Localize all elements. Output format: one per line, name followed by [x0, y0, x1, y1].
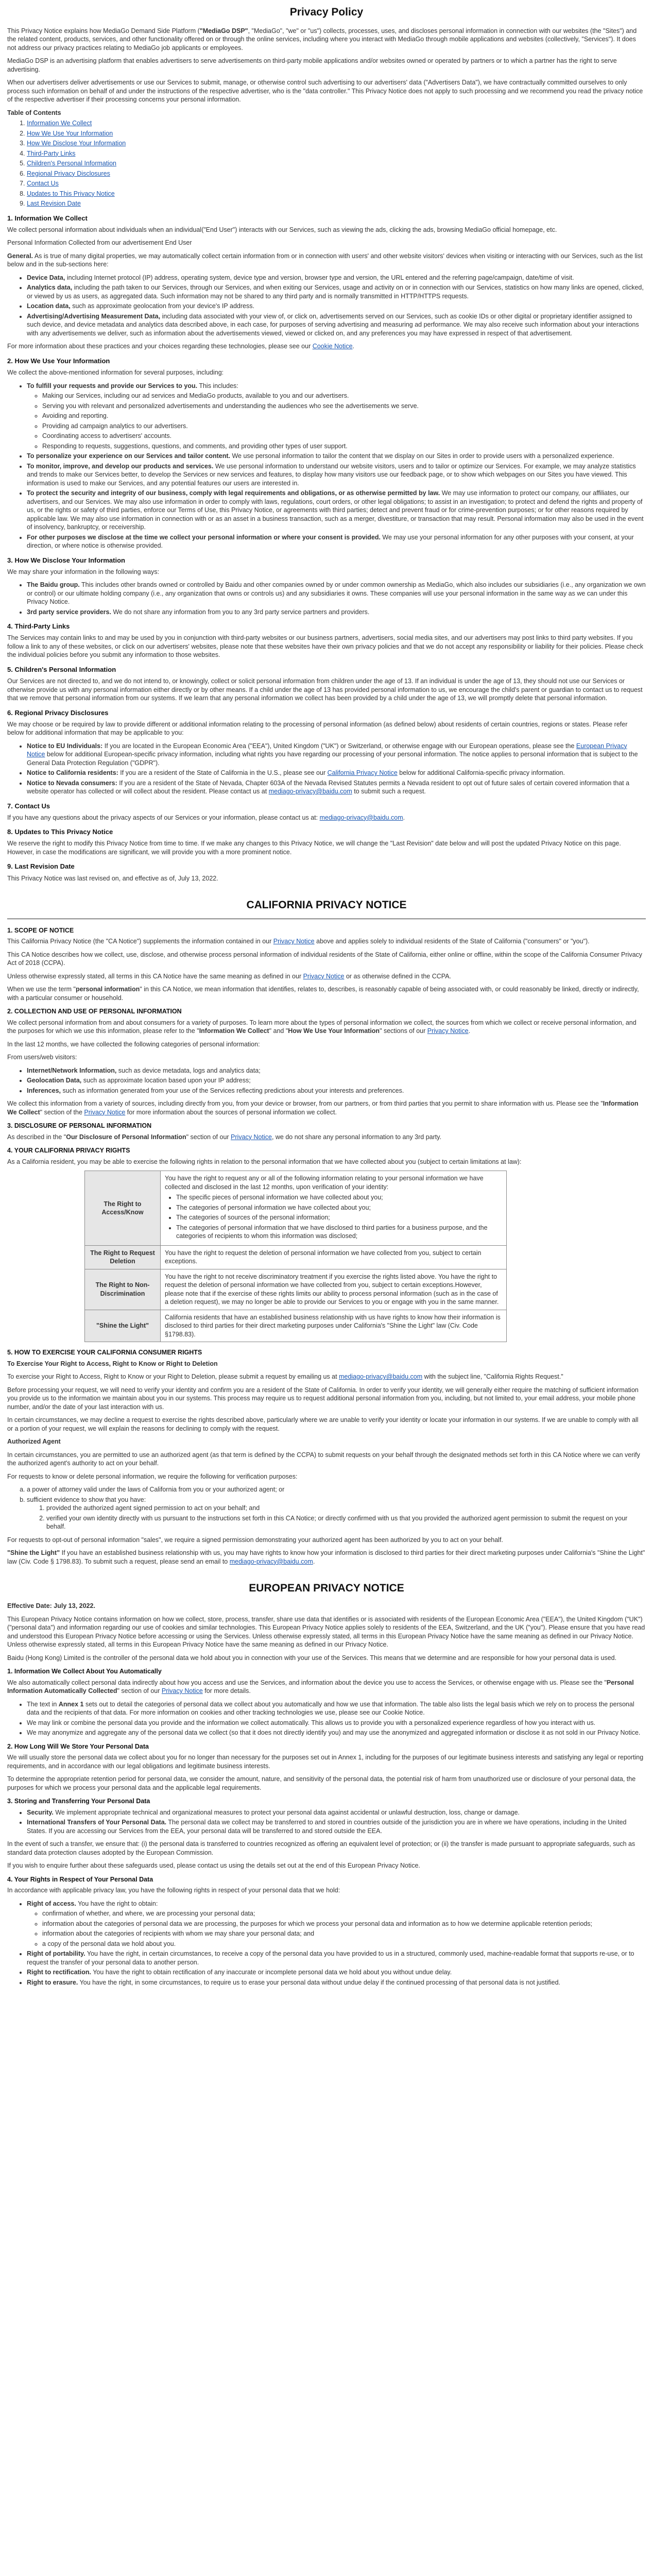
- list-item: • Internet/Network Information, such as device metadata, logs and analytics data;: [27, 1066, 646, 1075]
- ca-heading-3: 3. DISCLOSURE OF PERSONAL INFORMATION: [7, 1122, 152, 1130]
- list-item: • Notice to EU Individuals: If you are located in the European Economic Area ("EEA"), United Kingdom ("UK") or Switzerland, or otherwise engage with our European operations, please see the European Privacy Notice below for additional European-specific privacy information, including what rights you have regarding our processing of your personal information. The notice applies to personal information that is subject to the General Data Protection Regulation ("GDPR").: [27, 742, 646, 768]
- ca-exercise-paragraph-3: In certain circumstances, we may decline a request to exercise the rights described above, particularly where we are unable to verify your identity or locate your information in our systems. If we are unable to comply with all or a portion of your request, we will explain the reasons for declining to comply with the request.: [7, 1416, 639, 1432]
- privacy-email-link[interactable]: mediago-privacy@baidu.com: [339, 1373, 423, 1381]
- list-item: • The categories of personal information we have collected about you;: [176, 1204, 502, 1212]
- section-heading-4: 4. Third-Party Links: [7, 622, 70, 631]
- list-item: • To fulfill your requests and provide our Services to you. This includes: ◦ Making our Services, including our ad services and MediaGo products, available to you and our advertisers. ◦ Serving you with relevant and personalized advertisements and understanding the audiences who see the advertisements we serve. ◦ Avoiding and reporting. ◦ Providing ad campaign analytics to our advertisers. ◦ Coordinating access to advertisers' accounts. ◦ Responding to requests, suggestions, questions, and comments, and providing other types of user support.: [27, 382, 646, 451]
- privacy-notice-link[interactable]: Privacy Notice: [303, 972, 345, 980]
- ca-collection-paragraph-1: We collect personal information from and about consumers for a variety of purposes. To learn more about the types of personal information we collect, the sources from which we collect or receive personal information, and the purposes for which we use this information, please refer to the "Information We Collect" and "How We Use Your Information" sections of our Privacy Notice.: [7, 1019, 637, 1035]
- table-row: [85, 1269, 507, 1310]
- page-title: Privacy Policy: [289, 6, 364, 18]
- section-heading-5: 5. Children's Personal Information: [7, 665, 116, 673]
- list-item: • The categories of sources of the personal information;: [176, 1213, 502, 1222]
- ca-disclosure-paragraph: As described in the "Our Disclosure of Personal Information" section of our Privacy Notice, we do not share any personal information to any 3rd party.: [7, 1133, 442, 1141]
- eu-paragraph-7: If you wish to enquire further about these safeguards used, please contact us using the details set out at the end of this European Privacy Notice.: [7, 1862, 420, 1870]
- s1-general: General. As is true of many digital properties, we may automatically collect certain information from or in connection with users' and other website visitors' devices when visiting or interacting with our Services, such as the list below and in the sub-sections here:: [7, 252, 643, 268]
- list-item: • International Transfers of Your Personal Data. The personal data we collect may be transferred to and stored in countries outside of the jurisdiction you are in where we have operations, including in the United States. If you are accessing our Services from the EEA, your personal data will be transferred to and stored outside the EEA.: [27, 1818, 646, 1835]
- ca-collection-list: [7, 1066, 646, 1095]
- list-item: ◦ Coordinating access to advertisers' accounts.: [42, 432, 646, 440]
- ca-scope-paragraph-4: When we use the term "personal information" in this CA Notice, we mean information that identifies, relates to, describes, is reasonably capable of being associated with, or could reasonably be linked, directly or indirectly, with a particular consumer or household.: [7, 986, 639, 1002]
- toc-link-how-we-use[interactable]: How We Use Your Information: [27, 129, 113, 137]
- list-item: • Advertising/Advertising Measurement Data, including data associated with your view of, or click on, advertisements served on our Services, such as cookie IDs or other digital or proprietary identifier assigned to such device, and device metadata and analytics data described above, in each case, for purposes of serving advertising and measuring ad performance. We may also receive such information about your interactions with any advertisements we deliver, such as information about the advertisements viewed, viewed or clicked on, and any preferences you may have expressed in respect of that advertisement.: [27, 312, 646, 338]
- toc-link-how-we-disclose[interactable]: How We Disclose Your Information: [27, 140, 126, 147]
- rights-table: [84, 1171, 507, 1342]
- list-item: • The categories of personal information that we have disclosed to third parties for a business purpose, and the categories of recipients to whom this information was disclosed;: [176, 1224, 502, 1241]
- eu-paragraph-8: In accordance with applicable privacy law, you have the following rights in respect of your personal data that we hold:: [7, 1887, 340, 1894]
- toc-link-last-revision[interactable]: Last Revision Date: [27, 200, 81, 208]
- privacy-email-link[interactable]: mediago-privacy@baidu.com: [268, 788, 352, 795]
- list-item: ◦ Providing ad campaign analytics to our advertisers.: [42, 422, 646, 431]
- s6-paragraph: We may choose or be required by law to provide different or additional information relating to the processing of personal information (as defined below) about residents of certain countries, regions or states. Please refer below for additional information that may be applicable to you:: [7, 720, 628, 737]
- toc-link-children[interactable]: Children's Personal Information: [27, 160, 116, 167]
- toc-link-third-party-links[interactable]: Third-Party Links: [27, 149, 76, 157]
- section-heading-3: 3. How We Disclose Your Information: [7, 556, 125, 564]
- s1-paragraph: We collect personal information about individuals when an individual("End User") interacts with our Services, such as viewing the ads, clicking the ads, browsing MediaGo official homepage, etc.: [7, 226, 557, 233]
- eu-heading-2: 2. How Long Will We Store Your Personal Data: [7, 1742, 149, 1750]
- list-item: • Notice to California residents: If you are a resident of the State of California in the U.S., please see our California Privacy Notice below for additional California-specific privacy information.: [27, 769, 646, 777]
- ca-scope-paragraph-1: This California Privacy Notice (the "CA Notice") supplements the information contained in our Privacy Notice above and applies solely to individual residents of the State of California ("consumers" or "you").: [7, 938, 590, 945]
- eu-paragraph-5: To determine the appropriate retention period for personal data, we consider the amount, nature, and sensitivity of the personal data, the potential risk of harm from unauthorized use or disclosure of your personal data, the purposes for which we process your personal data and the applicable legal requirements.: [7, 1775, 636, 1791]
- privacy-notice-link[interactable]: Privacy Notice: [427, 1027, 469, 1035]
- eu-paragraph-4: We will usually store the personal data we collect about you for no longer than necessary for the purposes set out in Annex 1, including for the purposes of our legitimate business interests and satisfying any legal or reporting requirements, and in accordance with our legal obligations and legitimate business interests.: [7, 1754, 644, 1770]
- table-of-contents: [7, 109, 646, 208]
- toc-title: Table of Contents: [7, 109, 61, 116]
- right-name: The Right to Access/Know: [85, 1171, 161, 1246]
- right-name: The Right to Request Deletion: [85, 1245, 161, 1269]
- right-description: You have the right to request any or all of the following information relating to your personal information we have collected and disclosed in the last 12 months, upon verification of your identity: • The specific pieces of personal information we have collected about you; • The categories of personal information we have collected about you; • The categories of sources of the personal information; • The categories of personal information that we have disclosed to third parties for a business purpose, and the categories of recipients to whom this information was disclosed;: [161, 1171, 507, 1246]
- list-item: • Security. We implement appropriate technical and organizational measures to protect your personal data against accidental or unlawful destruction, loss, change or damage.: [27, 1808, 646, 1817]
- s3-paragraph: We may share your information in the following ways:: [7, 568, 160, 575]
- s1-list: [7, 274, 646, 338]
- s3-list: [7, 581, 646, 616]
- cookie-notice-link[interactable]: Cookie Notice: [312, 343, 353, 350]
- ca-authorized-agent-subheading: Authorized Agent: [7, 1438, 61, 1446]
- ca-shine-the-light-paragraph: "Shine the Light" If you have an established business relationship with us, you may have rights to know how your information is disclosed to third parties for their direct marketing purposes under California's "Shine the Light" law (Civ. Code § 1798.83). To submit such a request, please send an email to mediago-privacy@baidu.com.: [7, 1549, 645, 1565]
- eu-list-2: [7, 1808, 646, 1836]
- list-item: ◦ Serving you with relevant and personalized advertisements and understanding the audiences who see the advertisements we serve.: [42, 402, 646, 411]
- right-description: You have the right to not receive discriminatory treatment if you exercise the rights listed above. You have the right to request the deletion of personal information we have collected from you, subject to certain exceptions.However, please note that if the exercise of these rights limits our ability to process personal information (such as in the case of a deletion request), we may no longer be able to provide our Services to you or engage with you in the same manner.: [161, 1269, 507, 1310]
- s2-paragraph: We collect the above-mentioned information for several purposes, including:: [7, 369, 224, 377]
- list-item: ◦ a copy of the personal data we hold about you.: [42, 1940, 646, 1948]
- right-description: You have the right to request the deletion of personal information we have collected from you, subject to certain exceptions.: [161, 1245, 507, 1269]
- toc-link-contact[interactable]: Contact Us: [27, 180, 59, 188]
- list-item: ◦ information about the categories of personal data we are processing, the purposes for which we process your personal data and information as to how we determine applicable retention periods;: [42, 1920, 646, 1928]
- european-privacy-notice-link[interactable]: European Privacy Notice: [27, 742, 627, 758]
- list-item: • Right to rectification. You have the right to obtain rectification of any inaccurate or incomplete personal data we hold about you without undue delay.: [27, 1968, 646, 1977]
- list-item: • Notice to Nevada consumers: If you are a resident of the State of Nevada, Chapter 603A of the Nevada Revised Statutes permits a Nevada resident to opt out of future sales of certain covered information that a website operator has collected or will collect about the resident. Please contact us at mediago-privacy@baidu.com to submit such a request.: [27, 779, 646, 796]
- s9-paragraph: This Privacy Notice was last revised on, and effective as of, July 13, 2022.: [7, 874, 218, 882]
- toc-link-regional[interactable]: Regional Privacy Disclosures: [27, 170, 110, 177]
- privacy-notice-link[interactable]: Privacy Notice: [161, 1687, 203, 1695]
- eu-rights-list: [7, 1900, 646, 1987]
- privacy-notice-link[interactable]: Privacy Notice: [231, 1133, 272, 1141]
- ca-collection-paragraph-4: We collect this information from a variety of sources, including directly from you, from your device or browser, from our partners, or from third parties that you permit to share information with us. Please see the "Information We Collect" section of the Privacy Notice for more information about the sources of personal information we collect.: [7, 1100, 639, 1116]
- ca-exercise-paragraph-1: To exercise your Right to Access, Right to Know or your Right to Deletion, please submit a request by emailing us at mediago-privacy@baidu.com with the subject line, "California Rights Request.": [7, 1373, 563, 1381]
- s6-list: [7, 742, 646, 796]
- table-row: [85, 1171, 507, 1246]
- section-heading-7: 7. Contact Us: [7, 802, 50, 810]
- list-item: 2. verified your own identity directly with us pursuant to the instructions set forth in this CA Notice; or directly confirmed with us that you provided the authorized agent permission to submit the request on your behalf.: [46, 1514, 646, 1531]
- ca-authorized-agent-paragraph-1: In certain circumstances, you are permitted to use an authorized agent (as that term is defined by the CCPA) to submit requests on your behalf through the designated methods set forth in this CA Notice where we can verify the authorized agent's authority to act on your behalf.: [7, 1451, 640, 1467]
- section-heading-1: 1. Information We Collect: [7, 214, 88, 222]
- right-name: "Shine the Light": [85, 1310, 161, 1342]
- list-item: • Right to erasure. You have the right, in some circumstances, to require us to erase your personal data without undue delay if the continued processing of that personal data is not justified.: [27, 1978, 646, 1987]
- european-notice-title: EUROPEAN PRIVACY NOTICE: [249, 1582, 404, 1595]
- section-heading-9: 9. Last Revision Date: [7, 862, 75, 871]
- intro-paragraph-1: This Privacy Notice explains how MediaGo Demand Side Platform ("MediaGo DSP", "MediaGo", "we" or "us") collects, processes, uses, and discloses personal information in connection with our websites (the "Sites") and the related content, products, services, and other functionality offered on or through the online services, including where you interact with MediaGo through mobile applications and websites (collectively, "Services"). It does not address our privacy practices relating to MediaGo job applicants or employees.: [7, 27, 637, 52]
- list-item: ◦ Making our Services, including our ad services and MediaGo products, available to you and our advertisers.: [42, 392, 646, 400]
- list-item: b. sufficient evidence to show that you have: 1. provided the authorized agent signed permission to act on your behalf; and 2. verified your own identity directly with us pursuant to the instructions set forth in this CA Notice; or directly confirmed with us that you provided the authorized agent permission to submit the request on your behalf.: [27, 1496, 646, 1531]
- ca-collection-paragraph-3: From users/web visitors:: [7, 1054, 77, 1061]
- eu-paragraph-1: This European Privacy Notice contains information on how we collect, store, process, transfer, share use data that identifies or is associated with residents of the European Economic Area ("EEA"), the United Kingdom ("UK") ("personal data") and information regarding our use of cookies and similar technologies. This European Privacy Notice applies solely to residents of the EEA, Switzerland, and the UK ("you"). Please ensure that you have read and understood this European Privacy Notice before accessing or using the Services. Unless otherwise expressly stated, all terms in this European Privacy Notice have the same meaning as defined in our Privacy Notice. Unless otherwise expressly stated, all terms in this European Privacy Notice have the same meaning as defined in our Privacy Notice.: [7, 1615, 645, 1649]
- eu-paragraph-6: In the event of such a transfer, we ensure that: (i) the personal data is transferred to countries recognized as offering an equivalent level of protection; or (ii) the transfer is made pursuant to appropriate safeguards, such as standard data protection clauses adopted by the European Commission.: [7, 1840, 635, 1856]
- s1-subheading: Personal Information Collected from our advertisement End User: [7, 239, 192, 247]
- privacy-email-link[interactable]: mediago-privacy@baidu.com: [229, 1557, 313, 1565]
- list-item: • Right of portability. You have the right, in certain circumstances, to receive a copy of the personal data you have provided to us in a structured, commonly used, machine-readable format that supports re-use, or to request the transfer of your personal data to another person.: [27, 1950, 646, 1967]
- ca-heading-1: 1. SCOPE OF NOTICE: [7, 926, 74, 934]
- ca-rights-paragraph: As a California resident, you may be able to exercise the following rights in relation to the personal information that we have collected about you (subject to certain limitations at law):: [7, 1158, 522, 1165]
- s8-paragraph: We reserve the right to modify this Privacy Notice from time to time. If we make any changes to this Privacy Notice, we will change the "Last Revision" date below and will post the updated Privacy Notice on this page. However, in case the modifications are significant, we will provide you with a more prominent notice.: [7, 840, 621, 856]
- ca-exercise-paragraph-2: Before processing your request, we will need to verify your identity and confirm you are a resident of the State of California. In order to verify your identity, we will generally either require the matching of sufficient information you provide us to the information we maintain about you in our systems. This process may require us to request additional personal information from you, including, but not limited to, your email address, your mobile phone number, and/or the date of your last interaction with us.: [7, 1386, 639, 1411]
- list-item: ◦ Avoiding and reporting.: [42, 412, 646, 420]
- list-item: • Analytics data, including the path taken to our Services, through our Services, and when exiting our Services, usage and activity on or in connection with our Services, statistics on how many links are opened, clicked, or viewed by us as users, as aggregated data. Such information may not be shared to any third party and is normally transmitted in HTTP/HTTPS requests.: [27, 283, 646, 300]
- california-notice-title: CALIFORNIA PRIVACY NOTICE: [246, 899, 407, 911]
- section-heading-2: 2. How We Use Your Information: [7, 357, 110, 365]
- eu-heading-3: 3. Storing and Transferring Your Personal Data: [7, 1798, 150, 1805]
- list-item: ◦ confirmation of whether, and where, we are processing your personal data;: [42, 1909, 646, 1918]
- toc-link-information-we-collect[interactable]: Information We Collect: [27, 120, 92, 127]
- list-item: • To monitor, improve, and develop our products and services. We use personal information to understand our website visitors, users and to tailor or optimize our Services. For example, we may analyze statistics and trends to make our Services better, to develop the Services or new services and features, to display how many visitors use our feedback page, or to show which webpages on our Sites you have viewed. This information is used to make our Services, and any potential features our users are interested in.: [27, 462, 646, 488]
- eu-list-1: [7, 1700, 646, 1737]
- list-item: • Device Data, including Internet protocol (IP) address, operating system, device type and version, browser type and version, the URL entered and the referring page/campaign, date/time of visit.: [27, 274, 646, 282]
- list-item: • Inferences, such as information generated from your use of the Services reflecting predictions about your interests and preferences.: [27, 1087, 646, 1095]
- ca-authorized-agent-list: [7, 1485, 646, 1531]
- table-row: [85, 1310, 507, 1342]
- eu-heading-1: 1. Information We Collect About You Automatically: [7, 1668, 162, 1675]
- eu-paragraph-2: Baidu (Hong Kong) Limited is the controller of the personal data we hold about you in connection with your use of the Services. This means that we determine and are responsible for how your personal data is used.: [7, 1654, 617, 1662]
- section-heading-8: 8. Updates to This Privacy Notice: [7, 828, 113, 836]
- ca-heading-4: 4. YOUR CALIFORNIA PRIVACY RIGHTS: [7, 1147, 130, 1155]
- contact-email-link[interactable]: mediago-privacy@baidu.com: [319, 814, 403, 821]
- list-item: • Right of access. You have the right to obtain: ◦ confirmation of whether, and where, we are processing your personal data; ◦ information about the categories of personal data we are processing, the purposes for which we process your personal data and information as to how we determine applicable retention periods; ◦ information about the categories of recipients with whom we may share your personal data; and ◦ a copy of the personal data we hold about you.: [27, 1900, 646, 1948]
- list-item: • The specific pieces of personal information we have collected about you;: [176, 1193, 502, 1202]
- eu-paragraph-3: We also automatically collect personal data indirectly about how you access and use the Services, and information about the device you use to access the Services, or otherwise engage with us. Please see the "Personal Information Automatically Collected" section of our Privacy Notice for more details.: [7, 1679, 634, 1695]
- s4-paragraph: The Services may contain links to and may be used by you in conjunction with third-party websites or our business partners, advertisers, social media sites, and our advertisers may post links to third party websites. If you follow a link to any of these websites, or click on our advertisers' websites, please note that these websites have their own privacy policies and that we do not accept any responsibility or liability for their policies. Please check the individual policies before you submit any information to those websites.: [7, 634, 643, 659]
- california-privacy-notice-link[interactable]: California Privacy Notice: [327, 769, 398, 777]
- ca-heading-2: 2. COLLECTION AND USE OF PERSONAL INFORMATION: [7, 1008, 182, 1015]
- right-description: California residents that have an established business relationship with us have rights to know how their information is disclosed to third parties for their direct marketing purposes under California's "Shine the Light" law (Civ. Code §1798.83).: [161, 1310, 507, 1342]
- list-item: a. a power of attorney valid under the laws of California from you or your authorized agent; or: [27, 1485, 646, 1494]
- list-item: • 3rd party service providers. We do not share any information from you to any 3rd party service partners and providers.: [27, 608, 646, 617]
- ca-authorized-agent-paragraph-2: For requests to know or delete personal information, we require the following for verification purposes:: [7, 1472, 298, 1480]
- ca-exercise-subheading: To Exercise Your Right to Access, Right to Know or Right to Deletion: [7, 1360, 218, 1367]
- eu-heading-4: 4. Your Rights in Respect of Your Personal Data: [7, 1875, 153, 1883]
- list-item: • The Baidu group. This includes other brands owned or controlled by Baidu and other companies owned by or under common ownership as MediaGo, which also includes our subsidiaries (i.e., any organization we own or control) or our ultimate holding company (i.e., any organization that owns or controls us) and any subsidiaries it owns. These companies will use your personal information in the same way as we can under this Privacy Notice.: [27, 581, 646, 606]
- intro-paragraph-2: MediaGo DSP is an advertising platform that enables advertisers to serve advertisements on third-party mobile applications and/or websites owned or operated by partners or to which a partner has the right to serve advertising.: [7, 57, 617, 73]
- list-item: ◦ information about the categories of recipients with whom we may share your personal data; and: [42, 1929, 646, 1938]
- s2-list: [7, 382, 646, 550]
- privacy-notice-link[interactable]: Privacy Notice: [84, 1108, 126, 1116]
- ca-scope-paragraph-3: Unless otherwise expressly stated, all terms in this CA Notice have the same meaning as defined in our Privacy Notice or as otherwise defined in the CCPA.: [7, 972, 451, 980]
- ca-authorized-agent-paragraph-3: For requests to opt-out of personal information "sales", we require a signed permission demonstrating your authorized agent has been authorized by you to act on your behalf.: [7, 1536, 503, 1544]
- list-item: • Geolocation Data, such as approximate location based upon your IP address;: [27, 1076, 646, 1085]
- s7-paragraph: If you have any questions about the privacy aspects of our Services or your information, please contact us at: mediago-privacy@baidu.com.: [7, 814, 405, 821]
- section-heading-6: 6. Regional Privacy Disclosures: [7, 708, 109, 717]
- ca-scope-paragraph-2: This CA Notice describes how we collect, use, disclose, and otherwise process personal information of individual residents of the State of California, either online or offline, within the scope of the California Consumer Privacy Act of 2018 (CCPA).: [7, 951, 643, 967]
- right-name: The Right to Non-Discrimination: [85, 1269, 161, 1310]
- list-item: • We may anonymize and aggregate any of the personal data we collect (so that it does not directly identify you) and may use the anonymized and aggregated information or disclose it as not sold in our Privacy Notice.: [27, 1728, 646, 1737]
- list-item: • We may link or combine the personal data you provide and the information we collect automatically. This allows us to provide you with a personalized experience regardless of how you interact with us.: [27, 1719, 646, 1727]
- list-item: 1. provided the authorized agent signed permission to act on your behalf; and: [46, 1504, 646, 1513]
- table-row: [85, 1245, 507, 1269]
- ca-collection-paragraph-2: In the last 12 months, we have collected the following categories of personal information:: [7, 1040, 260, 1048]
- list-item: • For other purposes we disclose at the time we collect your personal information or where your consent is provided. We may use your personal information for any other purposes with your consent, at your direction, or where notice is otherwise provided.: [27, 533, 646, 550]
- s1-more: For more information about these practices and your choices regarding these technologies, please see our Cookie Notice.: [7, 343, 355, 350]
- toc-link-updates[interactable]: Updates to This Privacy Notice: [27, 190, 115, 197]
- eu-effective-date: Effective Date: July 13, 2022.: [7, 1602, 95, 1610]
- list-item: ◦ Responding to requests, suggestions, questions, and comments, and providing other types of user support.: [42, 442, 646, 451]
- ca-heading-5: 5. HOW TO EXERCISE YOUR CALIFORNIA CONSUMER RIGHTS: [7, 1349, 202, 1357]
- s5-paragraph: Our Services are not directed to, and we do not intend to, or knowingly, collect or solicit personal information from children under the age of 13. If an individual is under the age of 13, they should not use our Services or otherwise provide us with any personal information either directly or by other means. If a child under the age of 13 has provided personal information to us, we encourage the child's parent or guardian to contact us to request that we remove that personal information from our systems. If we learn that any personal information we collect has been provided by a child under the age of 13, we will promptly delete that personal information.: [7, 677, 643, 702]
- list-item: • The text in Annex 1 sets out to detail the categories of personal data we collect about you automatically and how we use that information. The table also lists the legal basis which we rely on to process the personal data and the recipients of that data. For more information on cookies and other tracking technologies we use, please see our Cookie Notice.: [27, 1700, 646, 1717]
- list-item: • To protect the security and integrity of our business, comply with legal requirements and obligations, or as otherwise permitted by law. We may use information to protect our company, our affiliates, our advertisers, and our Services. We may also use information in order to comply with laws, regulations, court orders, or other legal obligations; to assist in an investigation; to protect and defend the rights and property of us, or the rights or safety of third parties, enforce our Terms of Use, this Privacy Notice, or agreements with third parties; detect and prevent fraud or for crime-prevention purposes; or for other reasons required by applicable law. We may also use information in connection with or as an asset in a business transaction, such as a merger, divestiture, or transaction that may result. Personal information may also be used in the event of insolvency, bankruptcy, or receivership.: [27, 489, 646, 532]
- list-item: • Location data, such as approximate geolocation from your device's IP address.: [27, 302, 646, 311]
- privacy-notice-link[interactable]: Privacy Notice: [273, 938, 315, 945]
- list-item: • To personalize your experience on our Services and tailor content. We use personal information to tailor the content that we display on our Sites in order to provide users with a personalized experience.: [27, 452, 646, 461]
- intro-paragraph-3: When our advertisers deliver advertisements or use our Services to submit, manage, or otherwise control such advertising to our advertisers' data ("Advertisers Data"), we have contractually committed ourselves to only process such information on behalf of and under the instructions of the respective advertiser, who is the "data controller." This Privacy Notice does not apply to such processing and we recommend you read the privacy notice of the respective advertiser if their processing concerns your personal information.: [7, 79, 643, 104]
